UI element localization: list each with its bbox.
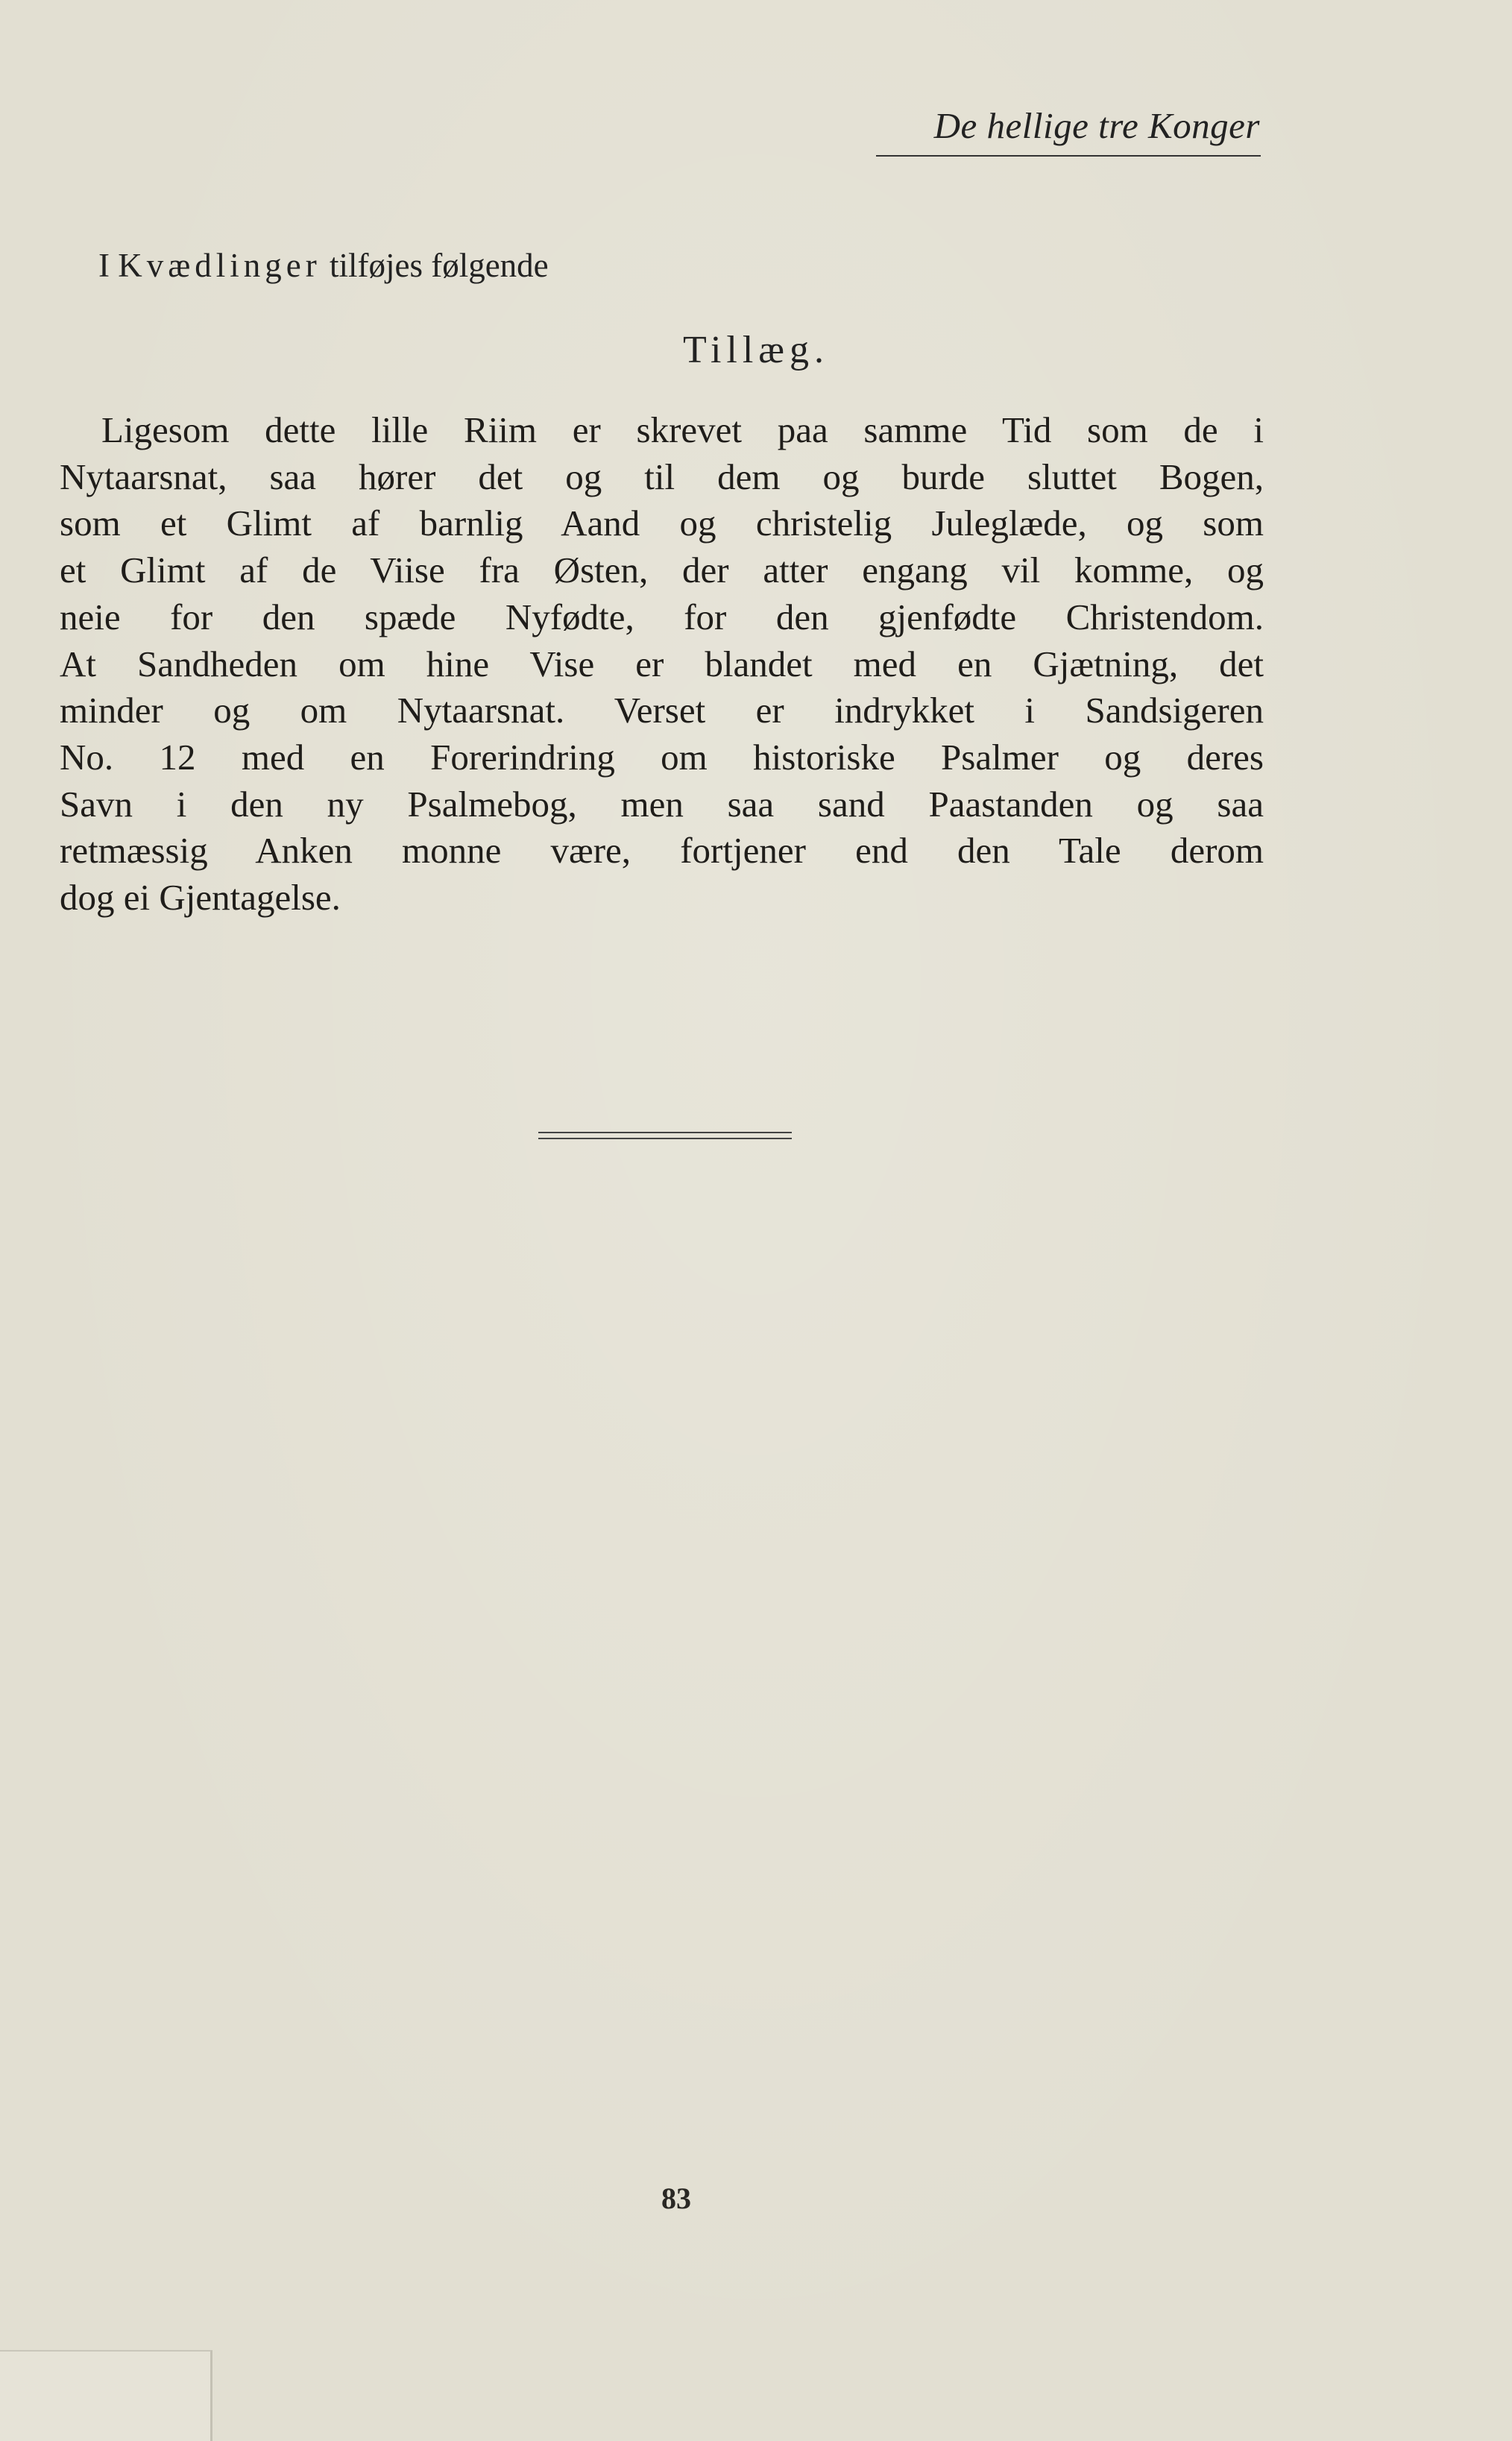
intro-spaced-word: Kvædlinger bbox=[118, 247, 321, 284]
scan-corner-edge bbox=[0, 2350, 212, 2441]
intro-prefix: I bbox=[98, 247, 110, 284]
end-rule-divider bbox=[538, 1132, 792, 1139]
paragraph-line: minder og om Nytaarsnat. Verset er indrykket i Sandsigeren bbox=[60, 690, 1264, 731]
running-head: De hellige tre Konger bbox=[933, 105, 1260, 146]
paragraph-line: At Sandheden om hine Vise er blandet med en Gjætning, det bbox=[60, 643, 1264, 684]
paragraph-line: Nytaarsnat, saa hører det og til dem og burde sluttet Bogen, bbox=[60, 456, 1264, 497]
page-number: 83 bbox=[661, 2182, 691, 2215]
paragraph-line: Ligesom dette lille Riim er skrevet paa samme Tid som de i bbox=[101, 409, 1264, 450]
paragraph-line: retmæssig Anken monne være, fortjener end den Tale derom bbox=[60, 830, 1264, 872]
paragraph-line: dog ei Gjentagelse. bbox=[60, 877, 341, 919]
running-head-rule bbox=[876, 155, 1261, 157]
paragraph-line: et Glimt af de Viise fra Østen, der atter engang vil komme, og bbox=[60, 549, 1264, 591]
intro-rest: tilføjes følgende bbox=[329, 247, 549, 284]
intro-line bbox=[98, 246, 549, 285]
body-paragraph bbox=[60, 407, 1264, 922]
section-title: Tillæg. bbox=[683, 329, 829, 371]
paragraph-line: No. 12 med en Forerindring om historiske Psalmer og deres bbox=[60, 736, 1264, 778]
paragraph-line: som et Glimt af barnlig Aand og christelig Juleglæde, og som bbox=[60, 503, 1264, 544]
paragraph-line: Savn i den ny Psalmebog, men saa sand Paastanden og saa bbox=[60, 783, 1264, 825]
paragraph-line: neie for den spæde Nyfødte, for den gjenfødte Christendom. bbox=[60, 596, 1264, 637]
